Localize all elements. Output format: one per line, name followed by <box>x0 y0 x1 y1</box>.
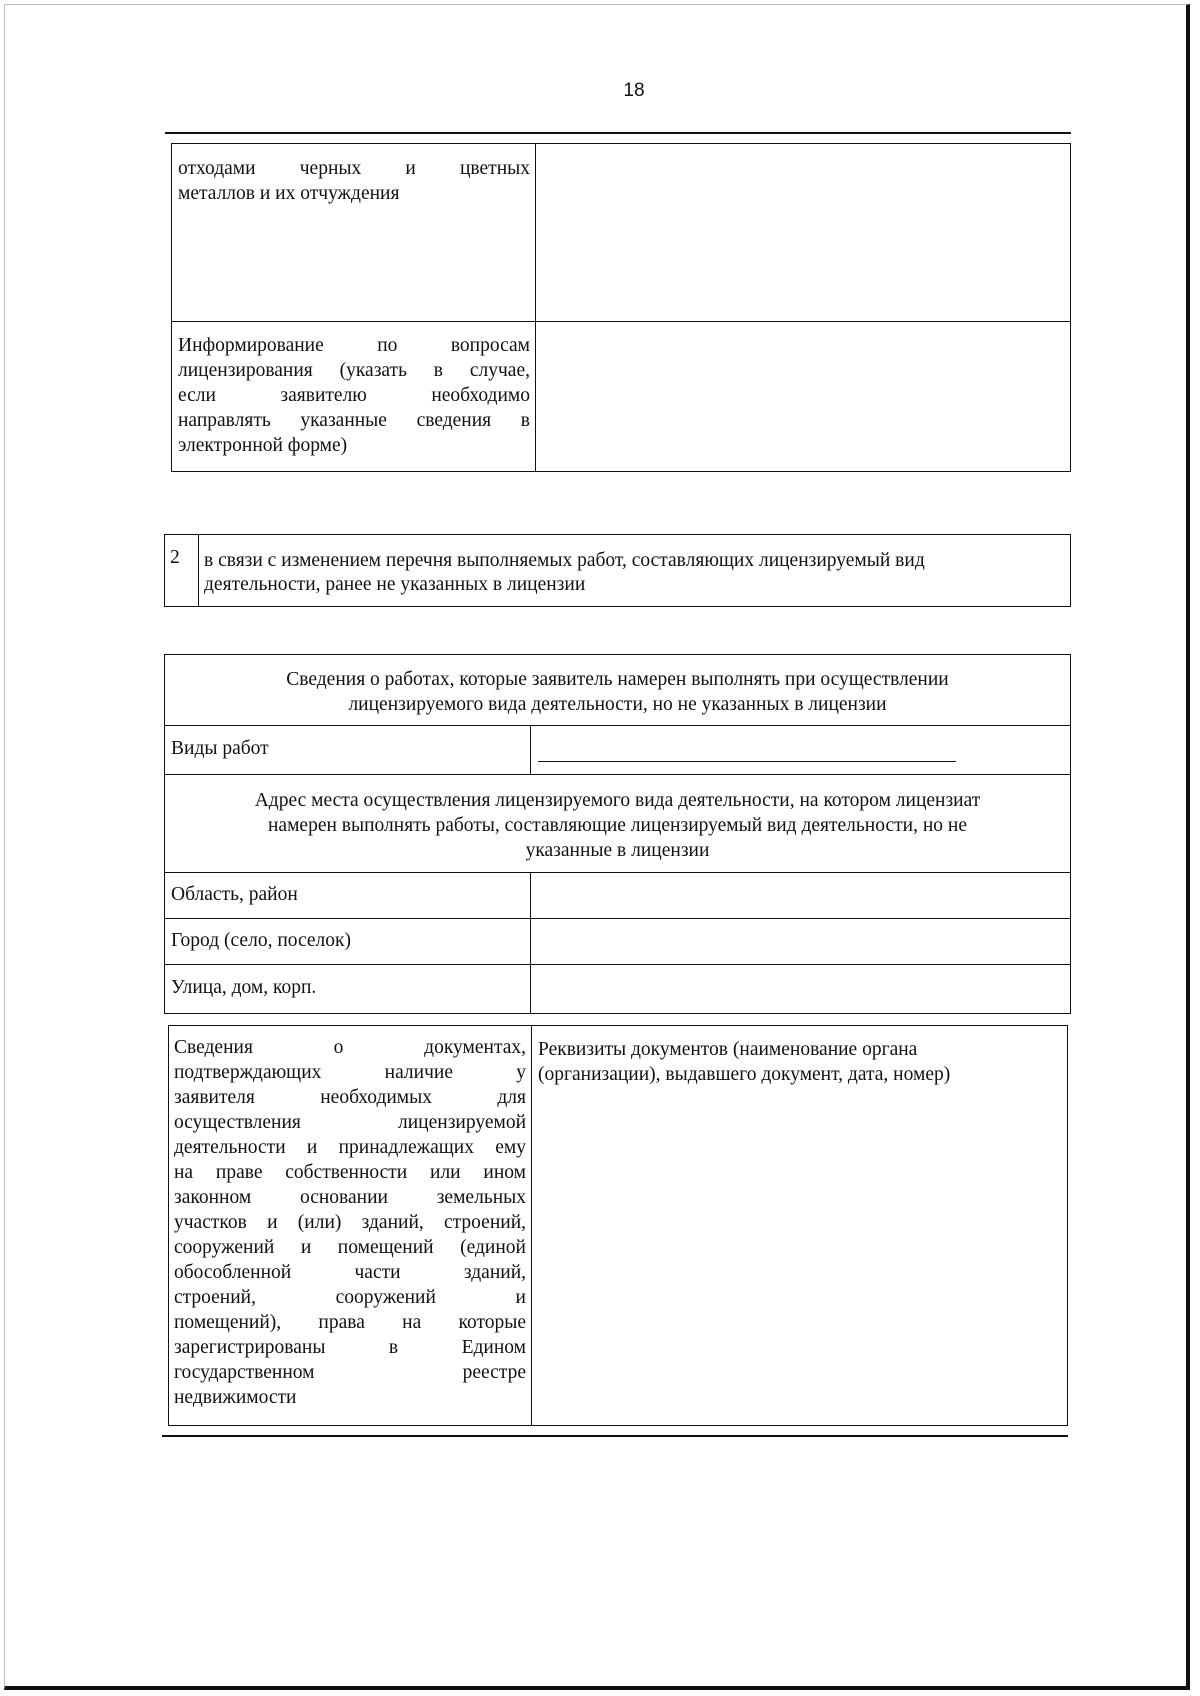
table3-left-line: участков и (или) зданий, строений, <box>174 1212 526 1233</box>
section2-text-line1: в связи с изменением перечня выполняемых работ, составляющих лицензируемый вид <box>204 550 925 571</box>
table3-right-line1: Реквизиты документов (наименование органа <box>538 1039 918 1060</box>
table3-left-line: Сведения о документах, <box>174 1037 526 1058</box>
table3-left-line: подтверждающих наличие у <box>174 1062 526 1083</box>
table2-header-line2: лицензируемого вида деятельности, но не указанных в лицензии <box>348 694 887 715</box>
table2-work-types-label: Виды работ <box>171 738 269 759</box>
table2-address-line2: намерен выполнять работы, составляющие лицензируемый вид деятельности, но не <box>267 815 967 836</box>
table3-left-line: обособленной части зданий, <box>174 1262 526 1283</box>
table2-header-line1: Сведения о работах, которые заявитель намерен выполнять при осуществлении <box>286 669 949 690</box>
table2-street-label: Улица, дом, корп. <box>171 977 317 998</box>
table2-divider <box>164 774 1071 775</box>
table3-left-line: помещений), права на которые <box>174 1312 526 1333</box>
table2-divider <box>164 725 1071 726</box>
table2-address-divider <box>530 872 531 1014</box>
table1-row-divider-left <box>171 321 535 322</box>
table2-address-line1: Адрес места осуществления лицензируемого вида деятельности, на котором лицензиат <box>254 790 981 811</box>
work-types-underline <box>538 761 956 762</box>
table3-column-divider <box>531 1025 532 1426</box>
table1-row2-line: если заявителю необходимо <box>178 385 530 406</box>
table2-region-label: Область, район <box>171 884 298 905</box>
table3-left-line: осуществления лицензируемой <box>174 1112 526 1133</box>
table2-divider <box>164 918 1071 919</box>
table1-row2-line: направлять указанные сведения в <box>178 410 530 431</box>
page-number: 18 <box>623 80 645 101</box>
table3-left-line: государственном реестре <box>174 1362 526 1383</box>
section2-divider <box>198 534 199 607</box>
table1-row1-line2: металлов и их отчуждения <box>178 183 400 204</box>
top-separator <box>165 132 1071 134</box>
bottom-separator <box>162 1435 1068 1437</box>
table2-work-types-divider <box>530 725 531 774</box>
table3-left-line: сооружений и помещений (единой <box>174 1237 526 1258</box>
section2-text-line2: деятельности, ранее не указанных в лицензии <box>204 574 586 595</box>
table1-row2-line: лицензирования (указать в случае, <box>178 360 530 381</box>
table3-left-line: законном основании земельных <box>174 1187 526 1208</box>
table1-row1-line1: отходами черных и цветных <box>178 158 530 179</box>
table1-row2-last: электронной форме) <box>178 435 348 456</box>
table3-left-last: недвижимости <box>174 1387 297 1408</box>
table1-row2-line: Информирование по вопросам <box>178 335 530 356</box>
table2-divider <box>164 964 1071 965</box>
table3-left-line: строений, сооружений и <box>174 1287 526 1308</box>
table2-address-line3: указанные в лицензии <box>525 840 710 861</box>
table3-left-line: деятельности и принадлежащих ему <box>174 1137 526 1158</box>
table3-left-line: заявителя необходимых для <box>174 1087 526 1108</box>
table1-column-divider <box>535 143 536 472</box>
table3-left-line: на праве собственности или ином <box>174 1162 526 1183</box>
section2-number: 2 <box>170 547 180 568</box>
table2-city-label: Город (село, поселок) <box>171 930 351 951</box>
table2-divider <box>164 872 1071 873</box>
table3-right-line2: (организации), выдавшего документ, дата, номер) <box>538 1064 951 1085</box>
table1-row-divider <box>535 321 1071 322</box>
table3-left-line: зарегистрированы в Едином <box>174 1337 526 1358</box>
